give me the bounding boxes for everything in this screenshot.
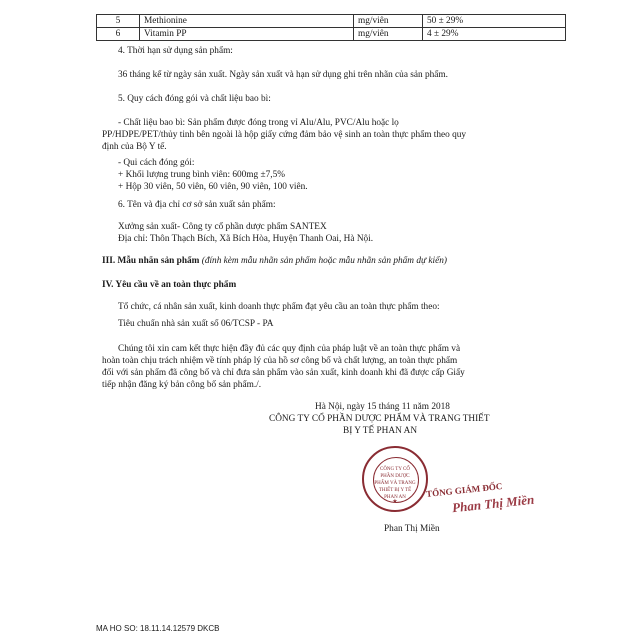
handwritten-signature: Phan Thị Miền — [451, 491, 535, 516]
manufacturer-heading: 6. Tên và địa chỉ cơ sở sản xuất sản phẩm: — [118, 200, 276, 210]
seal-star-icon: ★ — [392, 499, 398, 505]
section-iii-note: (đính kèm mẫu nhãn sản phẩm hoặc mẫu nhãn sản phẩm dự kiến) — [201, 256, 447, 266]
ingredient-unit: mg/viên — [354, 28, 423, 41]
director-title-stamp: TỔNG GIÁM ĐỐC — [425, 481, 503, 499]
manufacturer-standard: Tiêu chuẩn nhà sản xuất số 06/TCSP - PA — [118, 319, 274, 329]
seal-text: CÔNG TY CỔ PHẦN DƯỢC PHẨM VÀ TRANG THIẾT BỊ Y TẾ PHAN AN — [374, 467, 416, 500]
packaging-material-line-1: - Chất liệu bao bì: Sản phẩm được đóng trong vỉ Alu/Alu, PVC/Alu hoặc lọ — [118, 118, 399, 128]
ingredient-name: Vitamin PP — [140, 28, 354, 41]
ingredient-name: Methionine — [140, 15, 354, 28]
section-iii — [102, 255, 447, 267]
commitment-line-2: hoàn toàn chịu trách nhiệm về tính pháp lý của hồ sơ công bố và chất lượng, an toàn thực phẩm — [102, 356, 458, 366]
company-seal — [362, 446, 428, 512]
manufacturer-name: Xưởng sản xuất- Công ty cổ phần dược phẩm SANTEX — [118, 222, 327, 232]
tablet-weight: + Khối lượng trung bình viên: 600mg ±7,5% — [118, 170, 285, 180]
company-name-line-2: BỊ Y TẾ PHAN AN — [343, 426, 418, 436]
section-iii-title: III. Mẫu nhãn sản phẩm — [102, 256, 200, 266]
box-sizes: + Hộp 30 viên, 50 viên, 60 viên, 90 viên, 100 viên. — [118, 182, 308, 192]
section-iv-title: IV. Yêu cầu về an toàn thực phẩm — [102, 280, 237, 290]
dossier-code: MA HO SO: 18.11.14.12579 DKCB — [96, 624, 220, 633]
commitment-line-3: đối với sản phẩm đã công bố và chỉ đưa sản phẩm vào sản xuất, kinh doanh khi đã được cấp Giấy — [102, 368, 465, 378]
safety-intro: Tổ chức, cá nhân sản xuất, kinh doanh thực phẩm đạt yêu cầu an toàn thực phẩm theo: — [118, 302, 440, 312]
company-name-line-1: CÔNG TY CỔ PHẦN DƯỢC PHẨM VÀ TRANG THIẾT — [269, 414, 490, 424]
commitment-line-1: Chúng tôi xin cam kết thực hiện đầy đủ các quy định của pháp luật về an toàn thực phẩm và — [118, 344, 461, 354]
commitment-line-4: tiếp nhận đăng ký bản công bố sản phẩm./. — [102, 380, 262, 390]
shelf-life-heading: 4. Thời hạn sử dụng sản phẩm: — [118, 46, 233, 56]
packaging-material-line-3: định của Bộ Y tế. — [102, 142, 167, 152]
ingredient-unit: mg/viên — [354, 15, 423, 28]
row-number: 5 — [97, 15, 140, 28]
ingredient-value: 4 ± 29% — [423, 28, 566, 41]
date-line: Hà Nội, ngày 15 tháng 11 năm 2018 — [315, 402, 450, 412]
packaging-material-line-2: PP/HDPE/PET/thủy tinh bên ngoài là hộp giấy cứng đảm bảo vệ sinh an toàn thực phẩm theo quy — [102, 130, 467, 140]
signer-name: Phan Thị Miền — [384, 524, 440, 534]
table-row — [97, 15, 566, 28]
packing-spec-heading: - Qui cách đóng gói: — [118, 158, 195, 168]
table-row — [97, 28, 566, 41]
manufacturer-address: Địa chỉ: Thôn Thạch Bích, Xã Bích Hòa, Huyện Thanh Oai, Hà Nội. — [118, 234, 374, 244]
ingredient-value: 50 ± 29% — [423, 15, 566, 28]
packaging-heading: 5. Quy cách đóng gói và chất liệu bao bì: — [118, 94, 271, 104]
row-number: 6 — [97, 28, 140, 41]
shelf-life-text: 36 tháng kể từ ngày sản xuất. Ngày sản xuất và hạn sử dụng ghi trên nhãn của sản phẩm. — [118, 70, 448, 80]
ingredients-table — [96, 14, 566, 41]
